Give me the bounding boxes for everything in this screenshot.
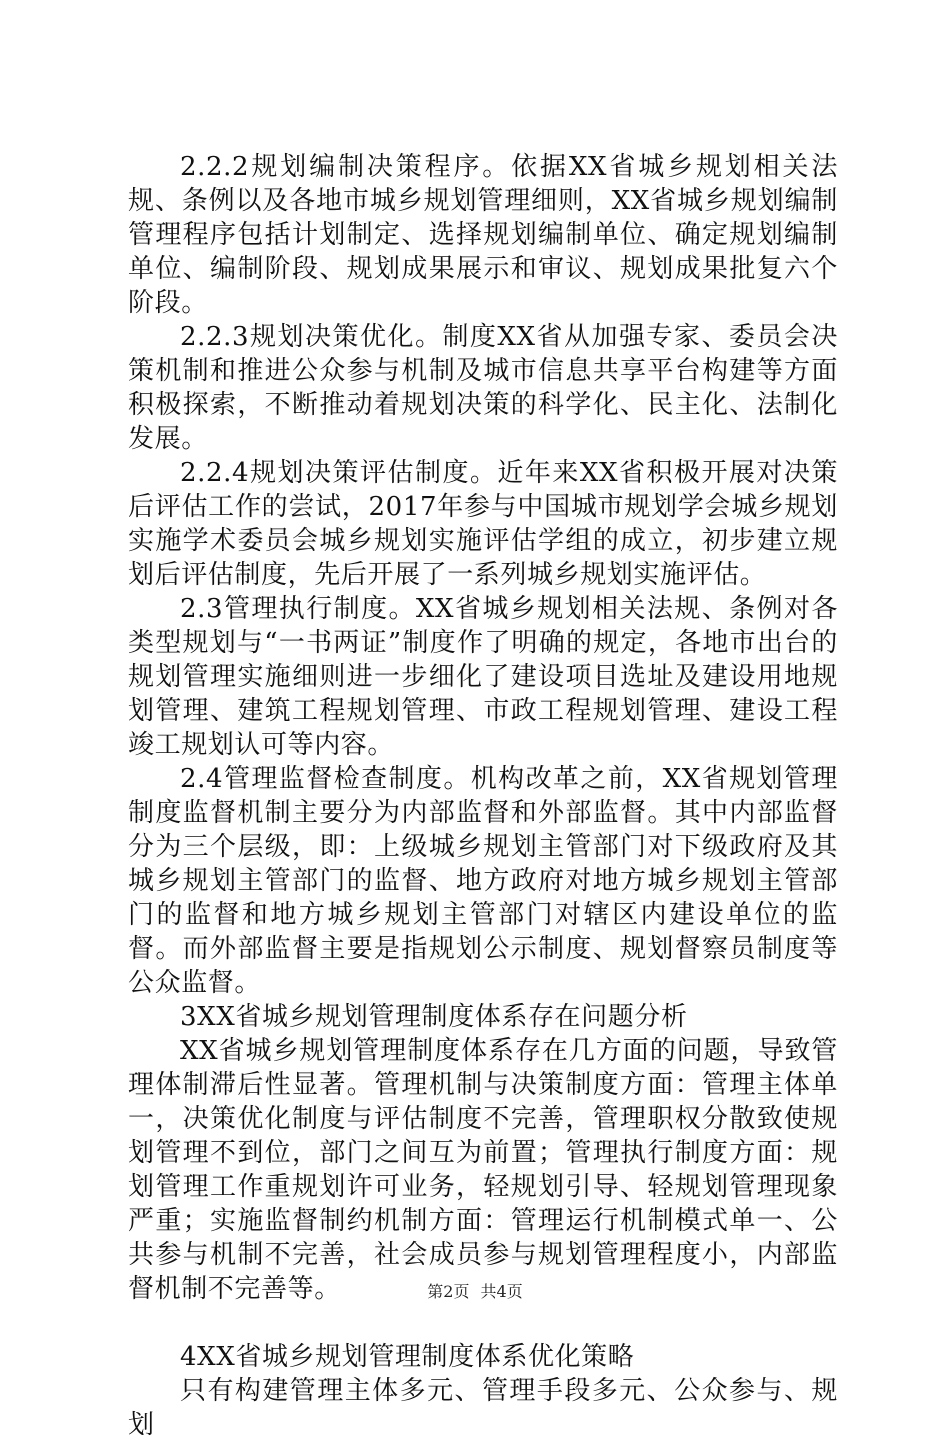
page-number: 第2页 (427, 1282, 470, 1301)
paragraph-2-2-2: 2.2.2规划编制决策程序。依据XX省城乡规划相关法规、条例以及各地市城乡规划管理细则，XX省城乡规划编制管理程序包括计划制定、选择规划编制单位、确定规划编制单位、编制阶段、规划成果展示和审议、规划成果批复六个阶段。 (128, 152, 838, 318)
section-heading-3: 3XX省城乡规划管理制度体系存在问题分析 (180, 1002, 688, 1032)
paragraph-section-4: 只有构建管理主体多元、管理手段多元、公众参与、规划 (128, 1376, 838, 1440)
paragraph-2-2-3: 2.2.3规划决策优化。制度XX省从加强专家、委员会决策机制和推进公众参与机制及城市信息共享平台构建等方面积极探索，不断推动着规划决策的科学化、民主化、法制化发展。 (128, 322, 838, 454)
paragraph-spacer (128, 1306, 838, 1340)
paragraph-2-3: 2.3管理执行制度。XX省城乡规划相关法规、条例对各类型规划与“一书两证”制度作了明确的规定，各地市出台的规划管理实施细则进一步细化了建设项目选址及建设用地规划管理、建筑工程规划管理、市政工程规划管理、建设工程竣工规划认可等内容。 (128, 594, 838, 760)
section-heading-4: 4XX省城乡规划管理制度体系优化策略 (180, 1342, 635, 1372)
paragraph-section-3: XX省城乡规划管理制度体系存在几方面的问题，导致管理体制滞后性显著。管理机制与决策制度方面：管理主体单一，决策优化制度与评估制度不完善，管理职权分散致使规划管理不到位，部门之间互为前置；管理执行制度方面：规划管理工作重规划许可业务，轻规划引导、轻规划管理现象严重；实施监督制约机制方面：管理运行机制模式单一、公共参与机制不完善，社会成员参与规划管理程度小，内部监督机制不完善等。 (128, 1036, 838, 1304)
paragraph-2-2-4: 2.2.4规划决策评估制度。近年来XX省积极开展对决策后评估工作的尝试，2017年参与中国城市规划学会城乡规划实施学术委员会城乡规划实施评估学组的成立，初步建立规划后评估制度，先后开展了一系列城乡规划实施评估。 (128, 458, 838, 590)
page-total: 共4页 (480, 1282, 523, 1301)
paragraph-2-4: 2.4管理监督检查制度。机构改革之前，XX省规划管理制度监督机制主要分为内部监督和外部监督。其中内部监督分为三个层级，即：上级城乡规划主管部门对下级政府及其城乡规划主管部门的监督、地方政府对地方城乡规划主管部门的监督和地方城乡规划主管部门对辖区内建设单位的监督。而外部监督主要是指规划公示制度、规划督察员制度等公众监督。 (128, 764, 838, 998)
document-body (128, 150, 838, 1442)
page-footer (0, 1282, 950, 1302)
